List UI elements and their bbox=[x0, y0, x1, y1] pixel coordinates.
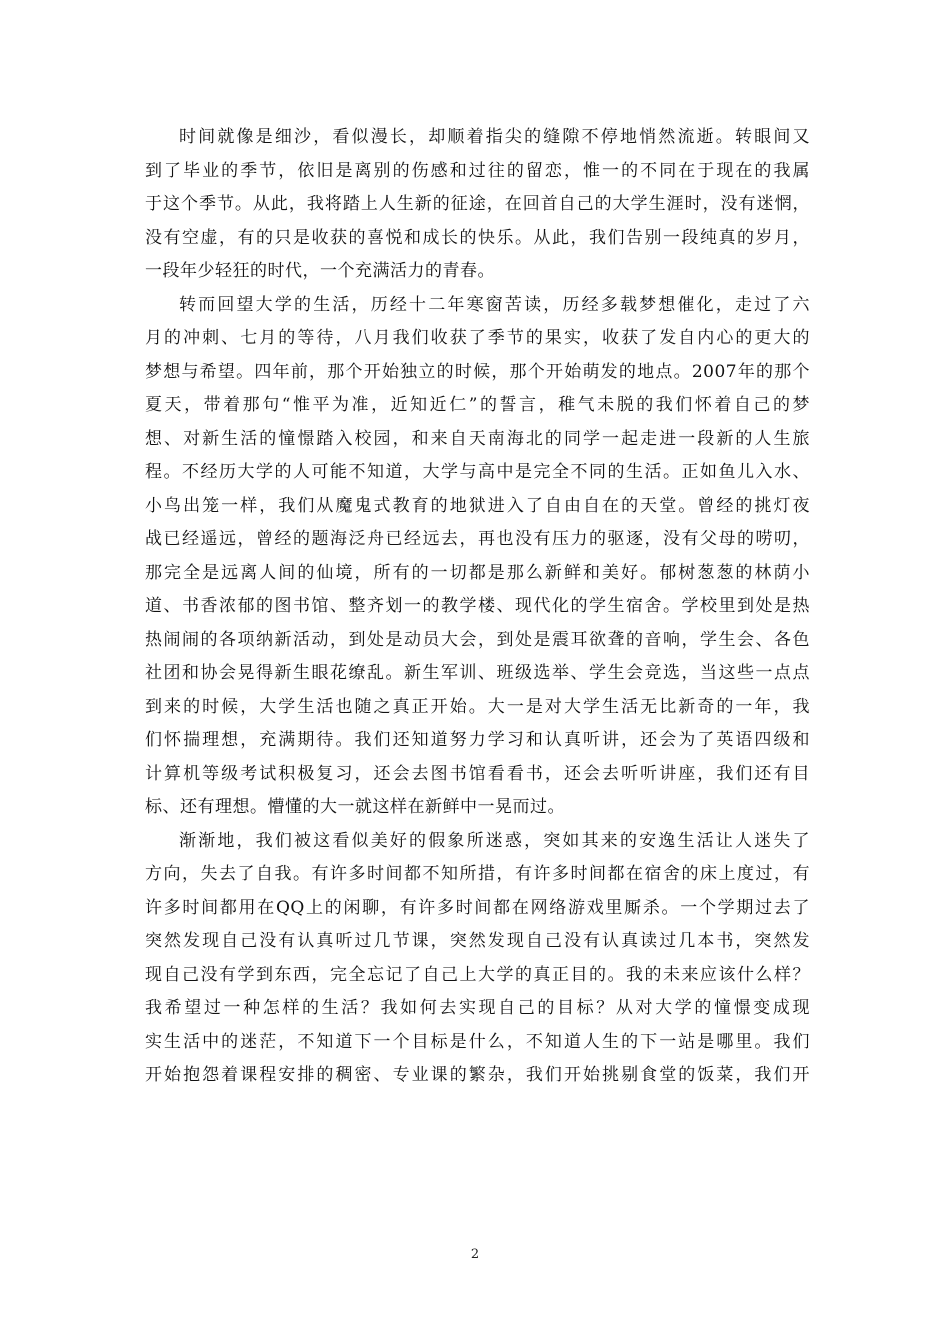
paragraph-line: 方向，失去了自我。有许多时间都不知所措，有许多时间都在宿舍的床上度过，有 bbox=[145, 864, 810, 884]
paragraph bbox=[145, 825, 810, 1093]
paragraph-line: 战已经遥远，曾经的题海泛舟已经远去，再也没有压力的驱逐，没有父母的唠叨， bbox=[145, 529, 810, 549]
paragraph-line: 于这个季节。从此，我将踏上人生新的征途，在回首自己的大学生涯时，没有迷惘， bbox=[145, 194, 810, 214]
paragraph-line: 时间就像是细沙，看似漫长，却顺着指尖的缝隙不停地悄然流逝。转眼间又 bbox=[179, 127, 810, 147]
paragraph-line: 到了毕业的季节，依旧是离别的伤感和过往的留恋，惟一的不同在于现在的我属 bbox=[145, 160, 810, 181]
paragraph-line: 现自己没有学到东西，完全忘记了自己上大学的真正目的。我的未来应该什么样？ bbox=[145, 964, 810, 985]
paragraph-line: 许多时间都用在QQ上的闲聊，有许多时间都在网络游戏里厮杀。一个学期过去了 bbox=[145, 897, 810, 918]
paragraph bbox=[145, 289, 810, 825]
paragraph bbox=[145, 121, 810, 289]
paragraph-line: 计算机等级考试积极复习，还会去图书馆看看书，还会去听听讲座，我们还有目 bbox=[145, 763, 810, 784]
paragraph-line: 转而回望大学的生活，历经十二年寒窗苦读，历经多载梦想催化，走过了六 bbox=[179, 294, 810, 315]
paragraph-line: 热闹闹的各项纳新活动，到处是动员大会，到处是震耳欲聋的音响，学生会、各色 bbox=[145, 629, 810, 650]
paragraph-line: 想、对新生活的憧憬踏入校园，和来自天南海北的同学一起走进一段新的人生旅 bbox=[145, 428, 810, 449]
paragraph-line: 们怀揣理想，充满期待。我们还知道努力学习和认真听讲，还会为了英语四级和 bbox=[145, 730, 810, 750]
paragraph-line: 渐渐地，我们被这看似美好的假象所迷惑，突如其来的安逸生活让人迷失了 bbox=[179, 830, 810, 851]
paragraph-line: 没有空虚，有的只是收获的喜悦和成长的快乐。从此，我们告别一段纯真的岁月， bbox=[145, 227, 810, 248]
document-body bbox=[145, 121, 810, 1093]
paragraph-line: 梦想与希望。四年前，那个开始独立的时候，那个开始萌发的地点。2007年的那个 bbox=[145, 361, 810, 382]
paragraph-line: 一段年少轻狂的时代，一个充满活力的青春。 bbox=[145, 261, 495, 281]
paragraph-line: 我希望过一种怎样的生活？我如何去实现自己的目标？从对大学的憧憬变成现 bbox=[145, 998, 810, 1018]
paragraph-line: 实生活中的迷茫，不知道下一个目标是什么，不知道人生的下一站是哪里。我们 bbox=[145, 1031, 810, 1052]
paragraph-line: 那完全是远离人间的仙境，所有的一切都是那么新鲜和美好。郁树葱葱的林荫小 bbox=[145, 562, 810, 583]
paragraph-line: 到来的时候，大学生活也随之真正开始。大一是对大学生活无比新奇的一年，我 bbox=[145, 696, 810, 717]
paragraph-line: 夏天，带着那句“惟平为准，近知近仁”的誓言，稚气未脱的我们怀着自己的梦 bbox=[145, 395, 810, 415]
paragraph-line: 小鸟出笼一样，我们从魔鬼式教育的地狱进入了自由自在的天堂。曾经的挑灯夜 bbox=[145, 495, 810, 516]
paragraph-line: 月的冲刺、七月的等待，八月我们收获了季节的果实，收获了发自内心的更大的 bbox=[145, 328, 810, 348]
page-number: 2 bbox=[470, 1247, 480, 1262]
paragraph-line: 道、书香浓郁的图书馆、整齐划一的教学楼、现代化的学生宿舍。学校里到处是热 bbox=[145, 596, 810, 616]
paragraph-line: 开始抱怨着课程安排的稠密、专业课的繁杂，我们开始挑剔食堂的饭菜，我们开 bbox=[145, 1065, 810, 1085]
paragraph-line: 标、还有理想。懵懂的大一就这样在新鲜中一晃而过。 bbox=[145, 797, 565, 817]
paragraph-line: 突然发现自己没有认真听过几节课，突然发现自己没有认真读过几本书，突然发 bbox=[145, 931, 810, 951]
paragraph-line: 程。不经历大学的人可能不知道，大学与高中是完全不同的生活。正如鱼儿入水、 bbox=[145, 462, 810, 482]
paragraph-line: 社团和协会晃得新生眼花缭乱。新生军训、班级选举、学生会竞选，当这些一点点 bbox=[145, 663, 810, 683]
